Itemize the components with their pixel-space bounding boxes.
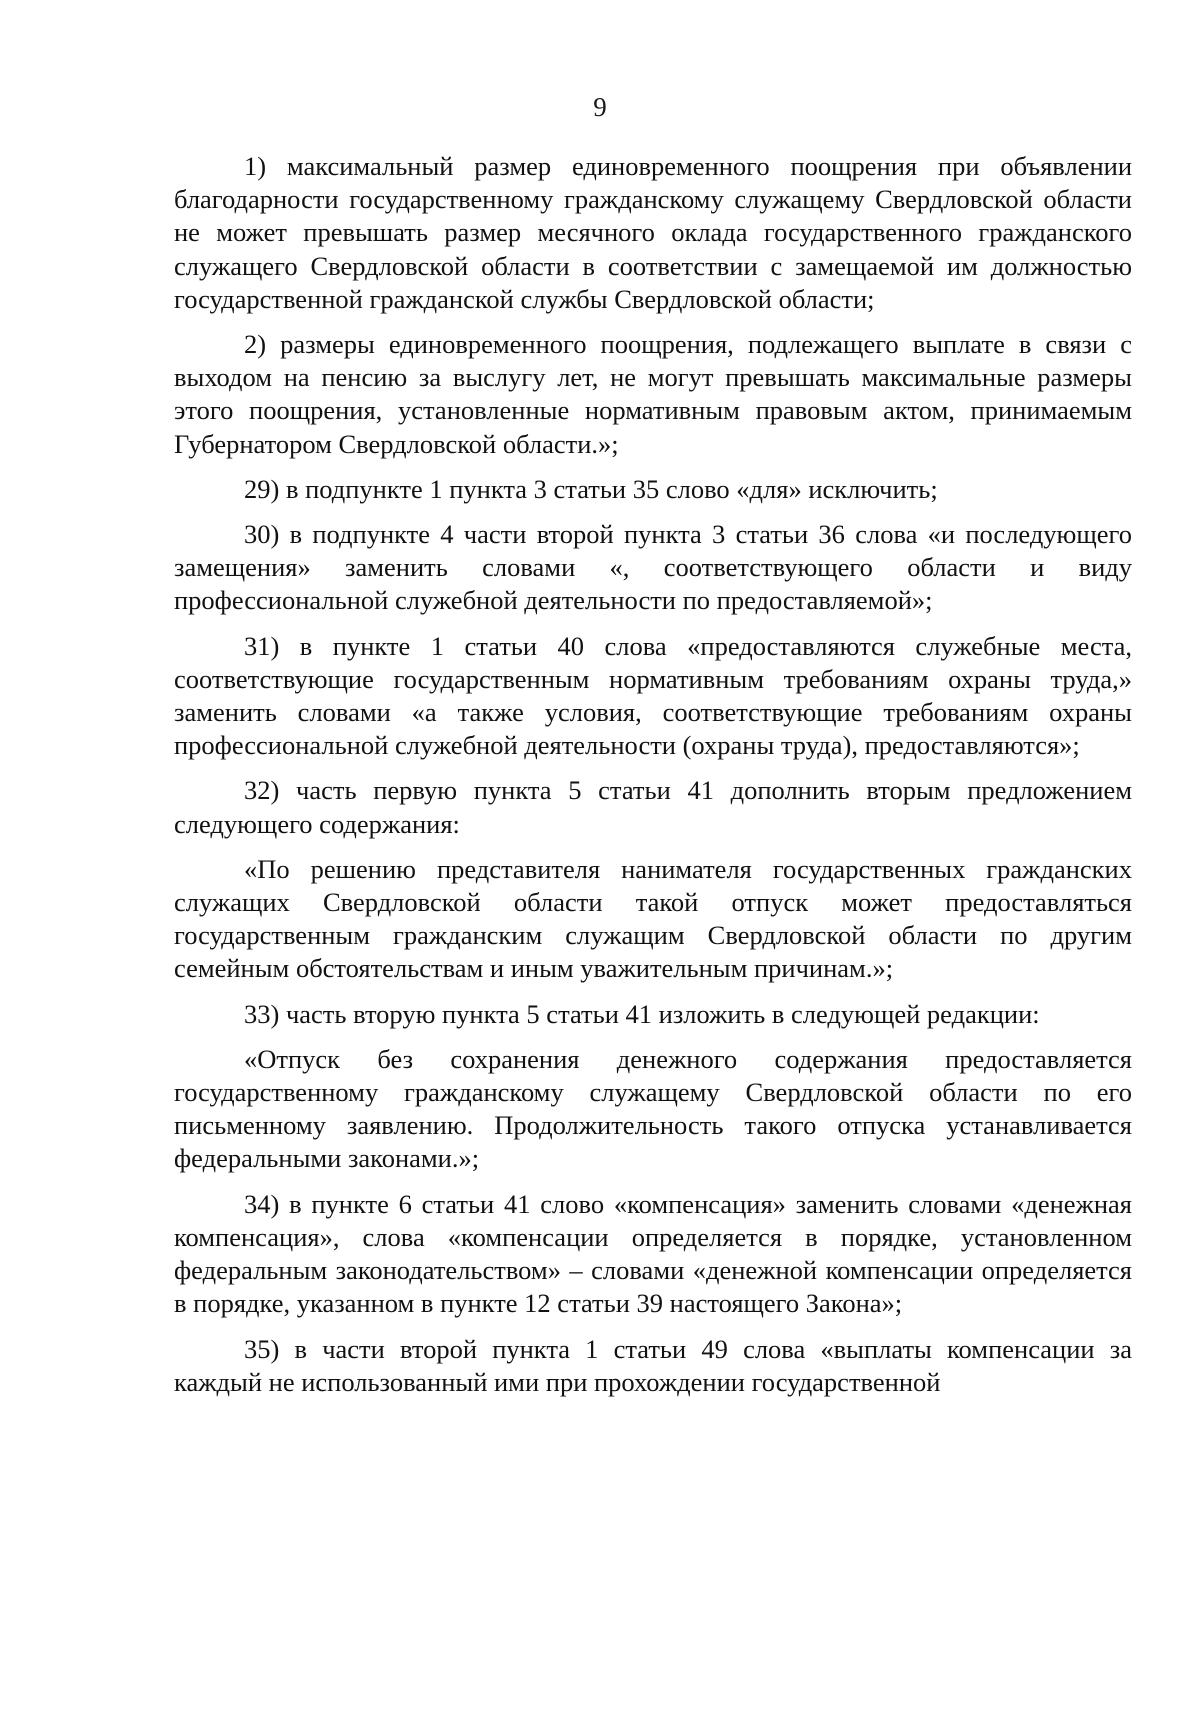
page-number: 9 bbox=[593, 92, 607, 122]
paragraph-item-1: 1) максимальный размер единовременного поощрения при объявлении благодарности государственному гражданскому служащему Свердловской области не может превышать размер месячного оклада государственного гражданского служащего Свердловской области в соответствии с замещаемой им должностью государственной гражданской службы Свердловской области; bbox=[174, 151, 1132, 314]
paragraph-33: 33) часть вторую пункта 5 статьи 41 изложить в следующей редакции: bbox=[244, 998, 1040, 1029]
paragraph-32: 32) часть первую пункта 5 статьи 41 дополнить вторым предложением следующего содержания: bbox=[174, 775, 1132, 839]
paragraph-33-quote: «Отпуск без сохранения денежного содержания предоставляется государственному гражданскому служащему Свердловской области по его письменному заявлению. Продолжительность такого отпуска устанавливается федеральными законами.»; bbox=[174, 1043, 1132, 1174]
paragraph-29: 29) в подпункте 1 пункта 3 статьи 35 слово «для» исключить; bbox=[244, 473, 938, 504]
paragraph-34: 34) в пункте 6 статьи 41 слово «компенсация» заменить словами «денежная компенсация», слова «компенсации определяется в порядке, установленном федеральным законодательством» – словами «денежной компенсации определяется в порядке, указанном в пункте 12 статьи 39 настоящего Закона»; bbox=[174, 1188, 1132, 1319]
paragraph-item-2: 2) размеры единовременного поощрения, подлежащего выплате в связи с выходом на пенсию за выслугу лет, не могут превышать максимальные размеры этого поощрения, установленные нормативным правовым актом, принимаемым Губернатором Свердловской области.»; bbox=[174, 329, 1132, 459]
document-body bbox=[174, 150, 1132, 1411]
paragraph-32-quote: «По решению представителя нанимателя государственных гражданских служащих Свердловской области такой отпуск может предоставляться государственным гражданским служащим Свердловской области по другим семейным обстоятельствам и иным уважительным причинам.»; bbox=[174, 853, 1132, 984]
paragraph-31: 31) в пункте 1 статьи 40 слова «предоставляются служебные места, соответствующие государственным нормативным требованиям охраны труда,» заменить словами «а также условия, соответствующие требованиям охраны профессиональной служебной деятельности (охраны труда), предоставляются»; bbox=[174, 630, 1132, 761]
paragraph-35: 35) в части второй пункта 1 статьи 49 слова «выплаты компенсации за каждый не использованный ими при прохождении государственной bbox=[174, 1333, 1132, 1397]
paragraph-30: 30) в подпункте 4 части второй пункта 3 статьи 36 слова «и последующего замещения» заменить словами «, соответствующего области и виду профессиональной служебной деятельности по предоставляемой»; bbox=[174, 519, 1132, 616]
